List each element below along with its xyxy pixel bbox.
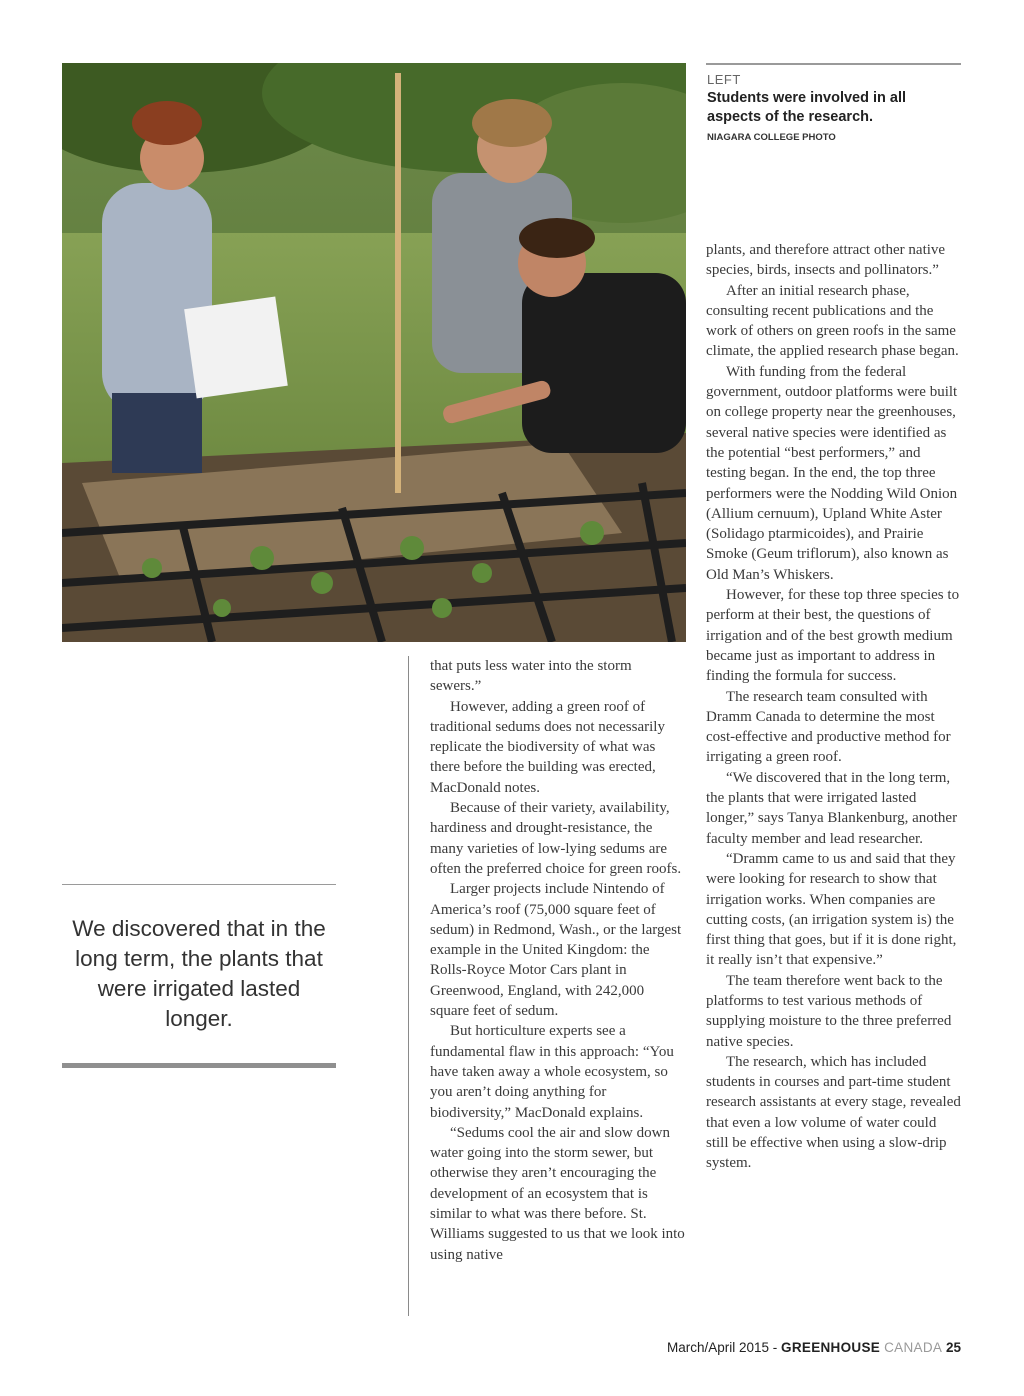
paragraph: “Sedums cool the air and slow down water going into the storm sewer, but otherwise they aren’t encouraging the development of an ecosystem that is similar to what was there before. St. Williams suggested to us that we look into using native: [430, 1124, 685, 1263]
article-column-right: [706, 240, 962, 1174]
pullquote-rule-bottom: [62, 1063, 336, 1068]
caption-label: LEFT: [707, 72, 741, 87]
paragraph: The research, which has included students in courses and part-time student research assistants at every stage, revealed that even a low volume of water could still be effective when using a slow-drip system.: [706, 1053, 961, 1172]
paragraph: Because of their variety, availability, hardiness and drought-resistance, the many varieties of low-lying sedums are often the preferred choice for green roofs.: [430, 800, 682, 877]
paragraph: plants, and therefore attract other native species, birds, insects and pollinators.”: [706, 242, 946, 279]
paragraph: The team therefore went back to the platforms to test various methods of supplying moisture to the three preferred native species.: [706, 972, 952, 1050]
photo-illustration: [62, 63, 686, 642]
paragraph: After an initial research phase, consulting recent publications and the work of others on green roofs in the same climate, the applied research phase began.: [706, 282, 959, 360]
page-number: 25: [945, 1340, 961, 1355]
research-photo: [62, 63, 686, 642]
photo-caption: [707, 72, 961, 144]
footer-issue: March/April 2015 -: [667, 1340, 782, 1355]
page-footer: [667, 1340, 961, 1355]
pullquote-rule-top: [62, 884, 336, 885]
caption-rule: [706, 63, 961, 65]
pullquote: We discovered that in the long term, the plants that were irrigated lasted longer.: [72, 916, 326, 1031]
footer-brand-light: CANADA: [880, 1340, 943, 1355]
caption-credit: NIAGARA COLLEGE PHOTO: [707, 132, 836, 143]
paragraph: But horticulture experts see a fundamental flaw in this approach: “You have taken away a whole ecosystem, so you aren’t doing anything for biodiversity,” MacDonald explains.: [430, 1023, 674, 1121]
paragraph: The research team consulted with Dramm Canada to determine the most cost-effective and productive method for irrigating a green roof.: [706, 688, 951, 766]
paragraph: that puts less water into the storm sewers.”: [430, 658, 632, 695]
article-column-middle: [430, 656, 686, 1265]
paragraph: Larger projects include Nintendo of America’s roof (75,000 square feet of sedum) in Redmond, Wash., or the largest example in the United Kingdom: the Rolls-Royce Motor Cars plant in Greenwood, England, with 242,000 square feet of sedum.: [430, 881, 682, 1020]
caption-title: Students were involved in all aspects of the research.: [707, 90, 907, 125]
paragraph: However, adding a green roof of traditional sedums does not necessarily replicate the biodiversity of what was there before the building was erected, MacDonald notes.: [430, 698, 665, 796]
paragraph: With funding from the federal government, outdoor platforms were built on college property near the greenhouses, several native species were identified as the potential “best performers,” and testing began. In the end, the top three performers were the Nodding Wild Onion (Allium cernuum), Upland White Aster (Solidago ptarmicoides), and Prairie Smoke (Geum triflorum), also known as Old Man’s Whiskers.: [706, 363, 958, 583]
paragraph: “We discovered that in the long term, the plants that were irrigated lasted longer,” says Tanya Blankenburg, another faculty member and lead researcher.: [706, 769, 958, 847]
paragraph: “Dramm came to us and said that they were looking for research to show that irrigation works. When companies are cutting costs, (an irrigation system is) the first thing that goes, but if it is done right, it really isn’t that expensive.”: [706, 850, 957, 969]
paragraph: However, for these top three species to perform at their best, the questions of irrigation and of the best growth medium became just as important to address in finding the formula for success.: [706, 587, 960, 685]
column-divider: [408, 656, 409, 1316]
footer-brand: GREENHOUSE: [781, 1340, 881, 1355]
